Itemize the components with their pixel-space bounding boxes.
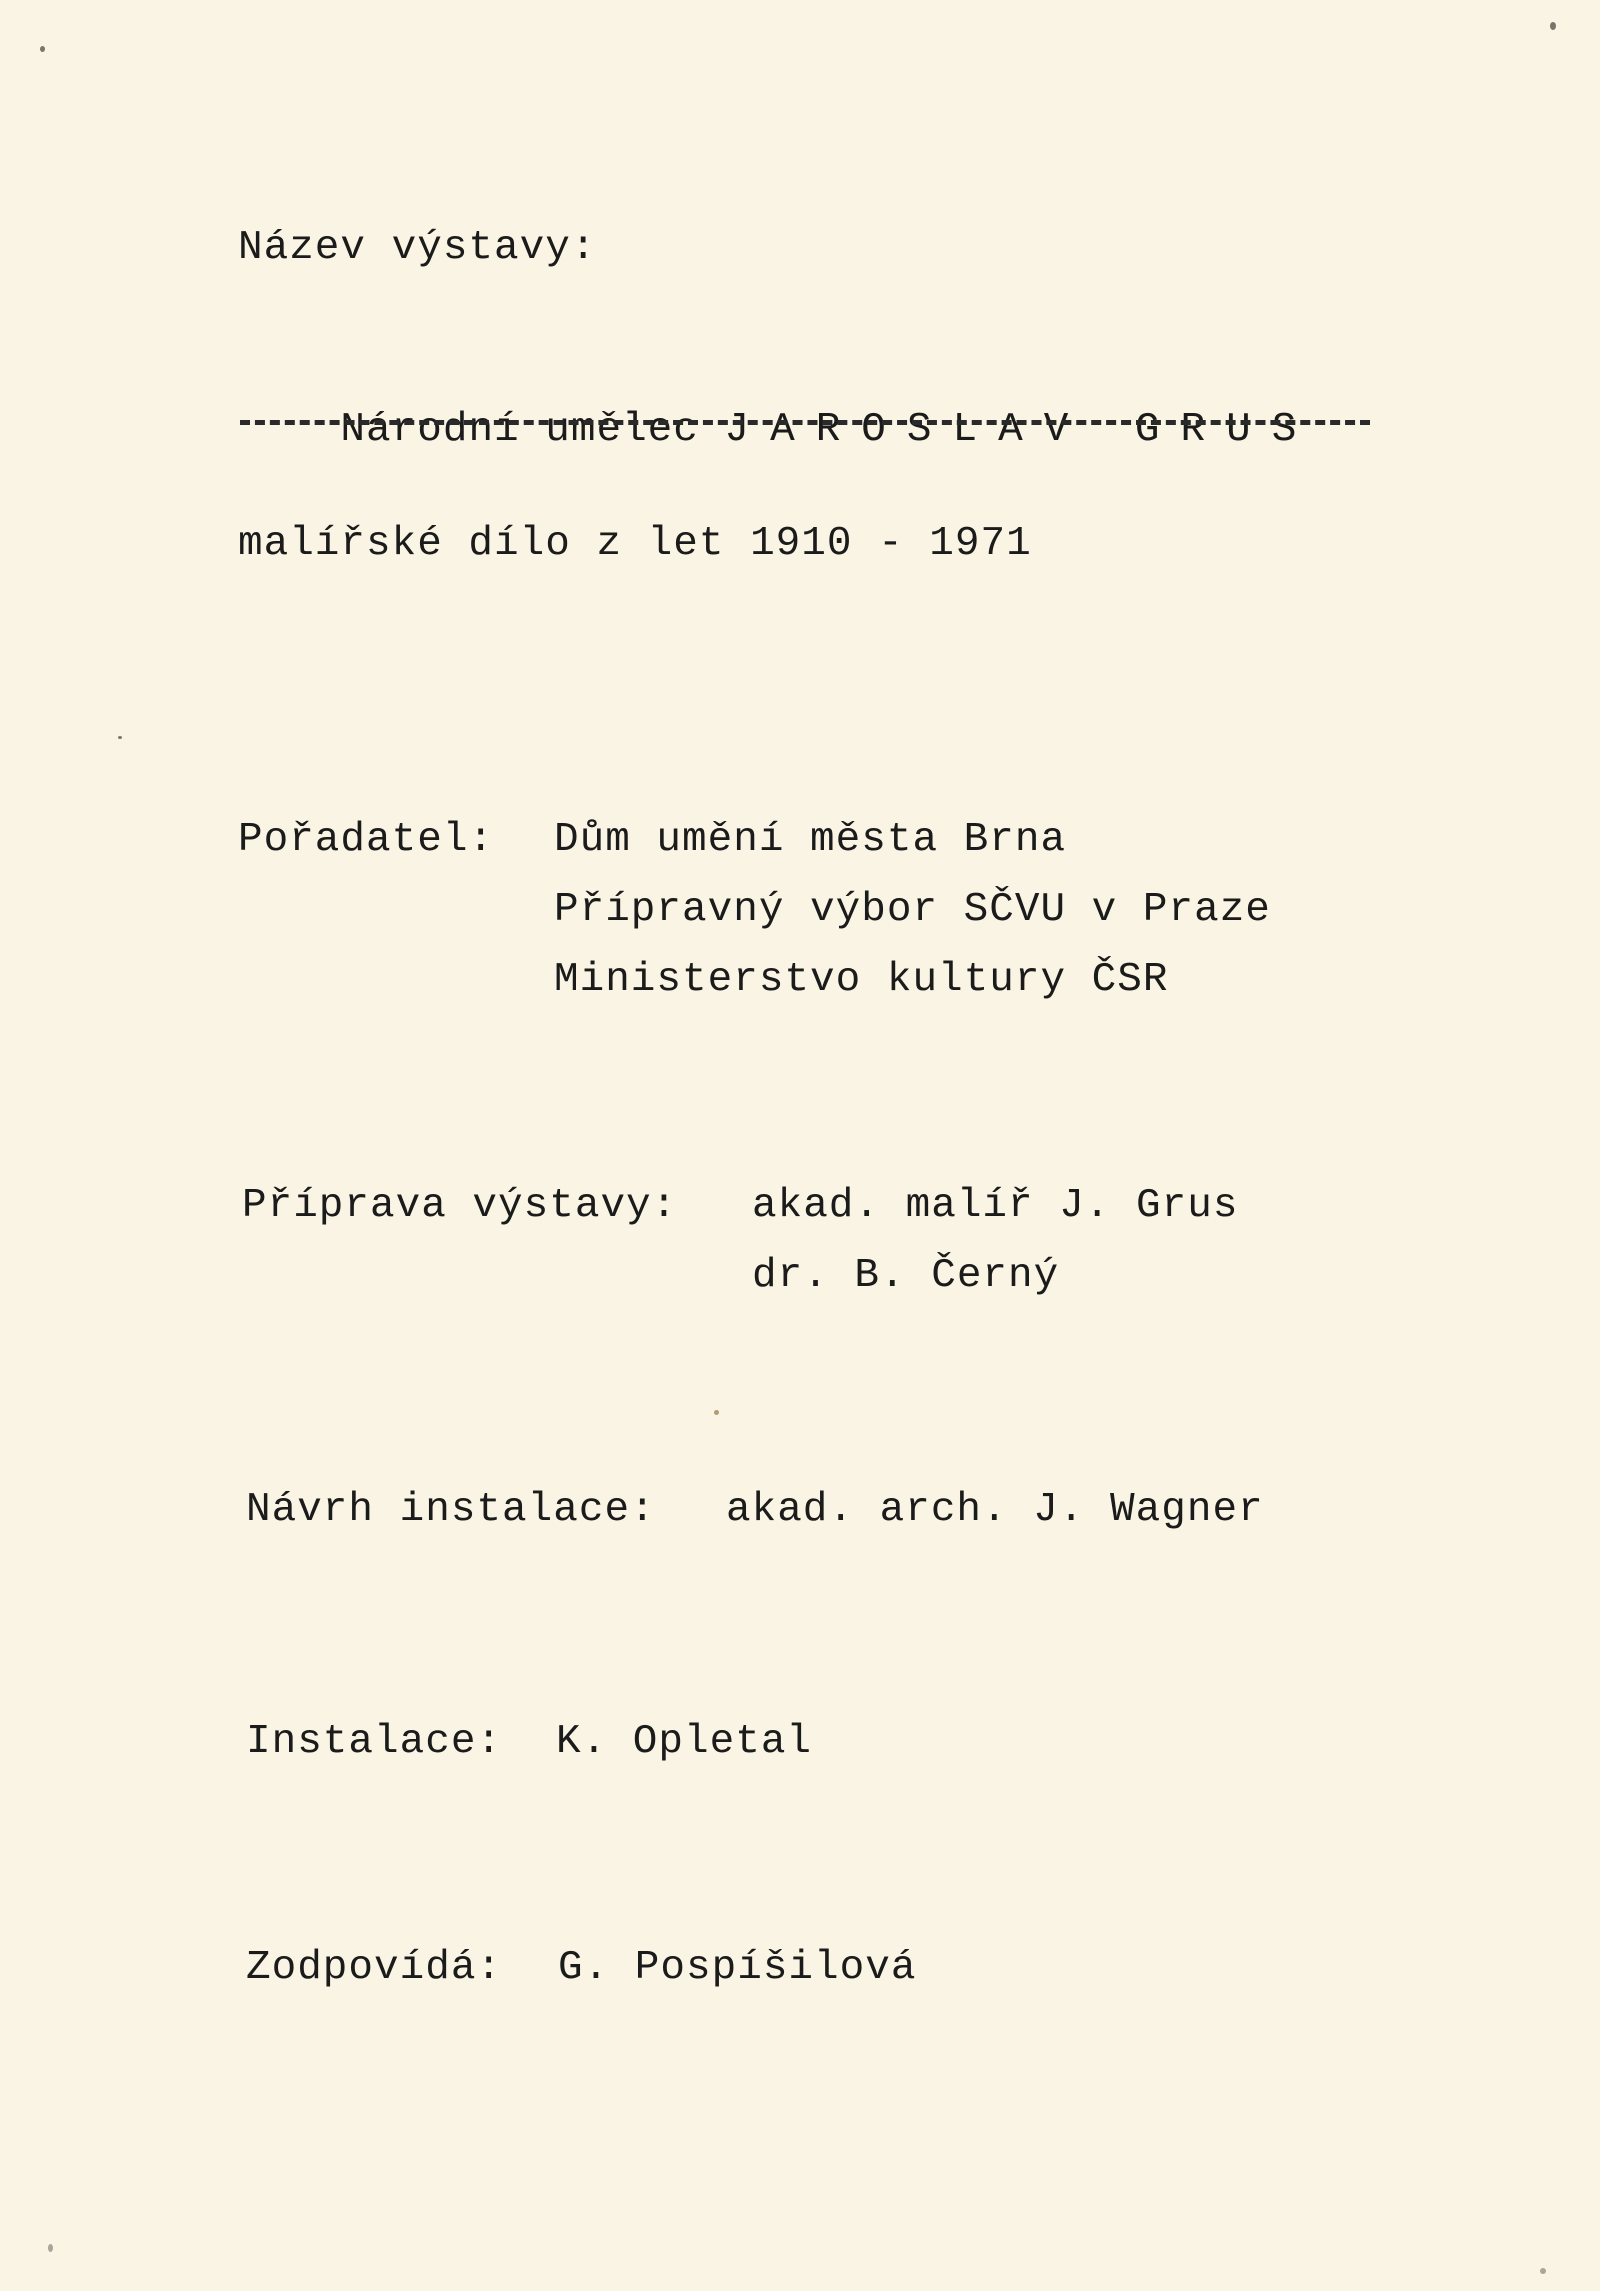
title-underline-divider xyxy=(240,420,1370,425)
exhibition-name-label: Název výstavy: xyxy=(238,225,597,271)
paper-speck xyxy=(48,2244,53,2252)
installation-design-value: akad. arch. J. Wagner xyxy=(726,1487,1264,1533)
organizer-line-1: Dům umění města Brna xyxy=(554,817,1067,863)
installation-design-label: Návrh instalace: xyxy=(246,1487,656,1533)
paper-speck xyxy=(714,1410,719,1415)
exhibition-subtitle: malířské dílo z let 1910 - 1971 xyxy=(238,521,1032,567)
organizer-line-2: Přípravný výbor SČVU v Praze xyxy=(554,887,1271,933)
artist-name: JAROSLAV GRUS xyxy=(724,407,1318,453)
responsible-label: Zodpovídá: xyxy=(246,1945,503,1991)
paper-speck xyxy=(40,46,45,52)
paper-speck xyxy=(118,736,122,739)
preparation-line-1: akad. malíř J. Grus xyxy=(752,1183,1239,1229)
installation-label: Instalace: xyxy=(246,1719,503,1765)
preparation-label: Příprava výstavy: xyxy=(242,1183,678,1229)
responsible-value: G. Pospíšilová xyxy=(558,1945,917,1991)
preparation-line-2: dr. B. Černý xyxy=(752,1253,1060,1299)
installation-value: K. Opletal xyxy=(556,1719,813,1765)
organizer-label: Pořadatel: xyxy=(238,817,495,863)
exhibition-title xyxy=(238,358,1317,502)
organizer-line-3: Ministerstvo kultury ČSR xyxy=(554,957,1169,1003)
paper-speck xyxy=(1540,2268,1546,2274)
paper-speck xyxy=(1550,22,1556,30)
title-prefix: Národní umělec xyxy=(340,407,699,453)
